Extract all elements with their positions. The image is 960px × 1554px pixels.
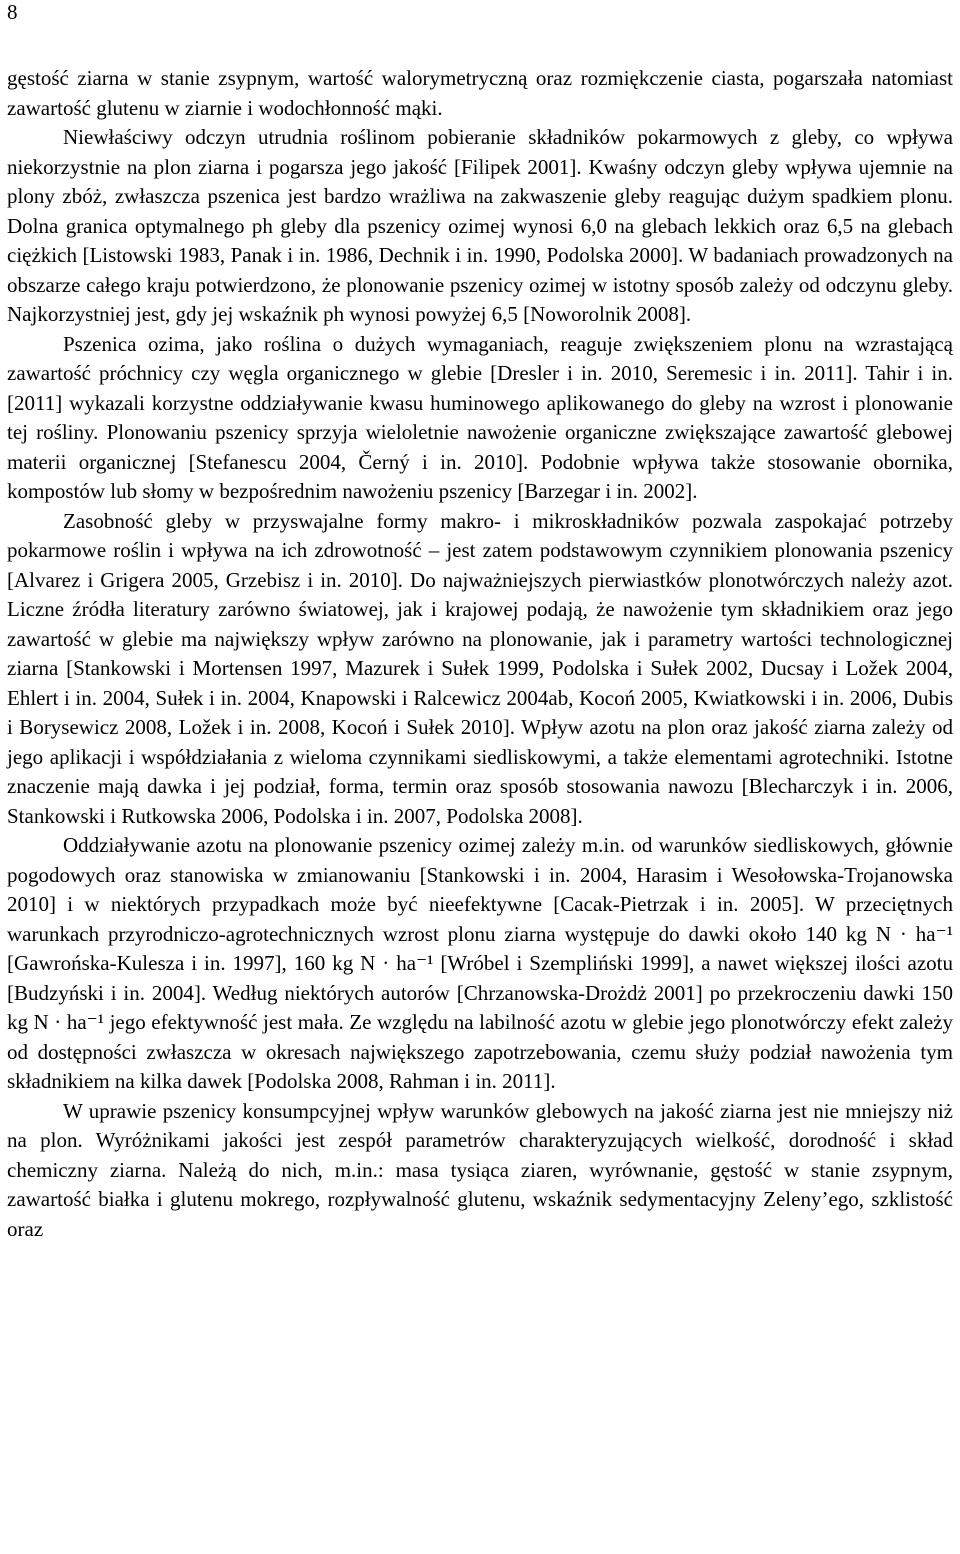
paragraph: W uprawie pszenicy konsumpcyjnej wpływ warunków glebowych na jakość ziarna jest nie mniejszy niż na plon. Wyróżnikami jakości jest zespół parametrów charakteryzujących wielkość, dorodność i skład chemiczny ziarna. Należą do nich, m.in.: masa tysiąca ziaren, wyrównanie, gęstość w stanie zsypnym, zawartość białka i glutenu mokrego, rozpływalność glutenu, wskaźnik sedymentacyjny Zeleny’ego, szklistość oraz bbox=[7, 1098, 953, 1241]
paragraph: Niewłaściwy odczyn utrudnia roślinom pobieranie składników pokarmowych z gleby, co wpływa niekorzystnie na plon ziarna i pogarsza jego jakość [Filipek 2001]. Kwaśny odczyn gleby wpływa ujemnie na plony zbóż, zwłaszcza pszenica jest bardzo wrażliwa na zakwaszenie gleby reagując dużym spadkiem plonu. Dolna granica optymalnego ph gleby dla pszenicy ozimej wynosi 6,0 na glebach lekkich oraz 6,5 na glebach ciężkich [Listowski 1983, Panak i in. 1986, Dechnik i in. 1990, Podolska 2000]. W badaniach prowadzonych na obszarze całego kraju potwierdzono, że plonowanie pszenicy ozimej w istotny sposób zależy od odczynu gleby. Najkorzystniej jest, gdy jej wskaźnik ph wynosi powyżej 6,5 [Noworolnik 2008]. bbox=[7, 125, 953, 326]
paragraph: gęstość ziarna w stanie zsypnym, wartość walorymetryczną oraz rozmiękczenie ciasta, pogarszała natomiast zawartość glutenu w ziarnie i wodochłonność mąki. bbox=[7, 66, 953, 120]
page-number: 8 bbox=[7, 0, 18, 24]
body-text bbox=[7, 64, 953, 1244]
paragraph: Zasobność gleby w przyswajalne formy makro- i mikroskładników pozwala zaspokajać potrzeby pokarmowe roślin i wpływa na ich zdrowotność – jest zatem podstawowym czynnikiem plonowania pszenicy [Alvarez i Grigera 2005, Grzebisz i in. 2010]. Do najważniejszych pierwiastków plonotwórczych należy azot. Liczne źródła literatury zarówno światowej, jak i krajowej podają, że nawożenie tym składnikiem oraz jego zawartość w glebie ma największy wpływ zarówno na plonowanie, jak i parametry wartości technologicznej ziarna [Stankowski i Mortensen 1997, Mazurek i Sułek 1999, Podolska i Sułek 2002, Ducsay i Ložek 2004, Ehlert i in. 2004, Sułek i in. 2004, Knapowski i Ralcewicz 2004ab, Kocoń 2005, Kwiatkowski i in. 2006, Dubis i Borysewicz 2008, Ložek i in. 2008, Kocoń i Sułek 2010]. Wpływ azotu na plon oraz jakość ziarna zależy od jego aplikacji i współdziałania z wieloma czynnikami siedliskowymi, a także elementami agrotechniki. Istotne znaczenie mają dawka i jej podział, forma, termin oraz sposób stosowania nawozu [Blecharczyk i in. 2006, Stankowski i Rutkowska 2006, Podolska i in. 2007, Podolska 2008]. bbox=[7, 508, 953, 828]
paragraph: Pszenica ozima, jako roślina o dużych wymaganiach, reaguje zwiększeniem plonu na wzrastającą zawartość próchnicy czy węgla organicznego w glebie [Dresler i in. 2010, Seremesic i in. 2011]. Tahir i in. [2011] wykazali korzystne oddziaływanie kwasu huminowego aplikowanego do gleby na wzrost i plonowanie tej rośliny. Plonowaniu pszenicy sprzyja wieloletnie nawożenie organiczne zwiększające zawartość glebowej materii organicznej [Stefanescu 2004, Černý i in. 2010]. Podobnie wpływa także stosowanie obornika, kompostów lub słomy w bezpośrednim nawożeniu pszenicy [Barzegar i in. 2002]. bbox=[7, 331, 953, 503]
paragraph: Oddziaływanie azotu na plonowanie pszenicy ozimej zależy m.in. od warunków siedliskowych, głównie pogodowych oraz stanowiska w zmianowaniu [Stankowski i in. 2004, Harasim i Wesołowska-Trojanowska 2010] i w niektórych przypadkach może być nieefektywne [Cacak-Pietrzak i in. 2005]. W przeciętnych warunkach przyrodniczo-agrotechnicznych wzrost plonu ziarna występuje do dawki około 140 kg N · ha⁻¹ [Gawrońska-Kulesza i in. 1997], 160 kg N · ha⁻¹ [Wróbel i Szempliński 1999], a nawet większej ilości azotu [Budzyński i in. 2004]. Według niektórych autorów [Chrzanowska-Drożdż 2001] po przekroczeniu dawki 150 kg N · ha⁻¹ jego efektywność jest mała. Ze względu na labilność azotu w glebie jego plonotwórczy efekt zależy od dostępności zwłaszcza w okresach największego zapotrzebowania, czemu służy podział nawożenia tym składnikiem na kilka dawek [Podolska 2008, Rahman i in. 2011]. bbox=[7, 833, 953, 1093]
